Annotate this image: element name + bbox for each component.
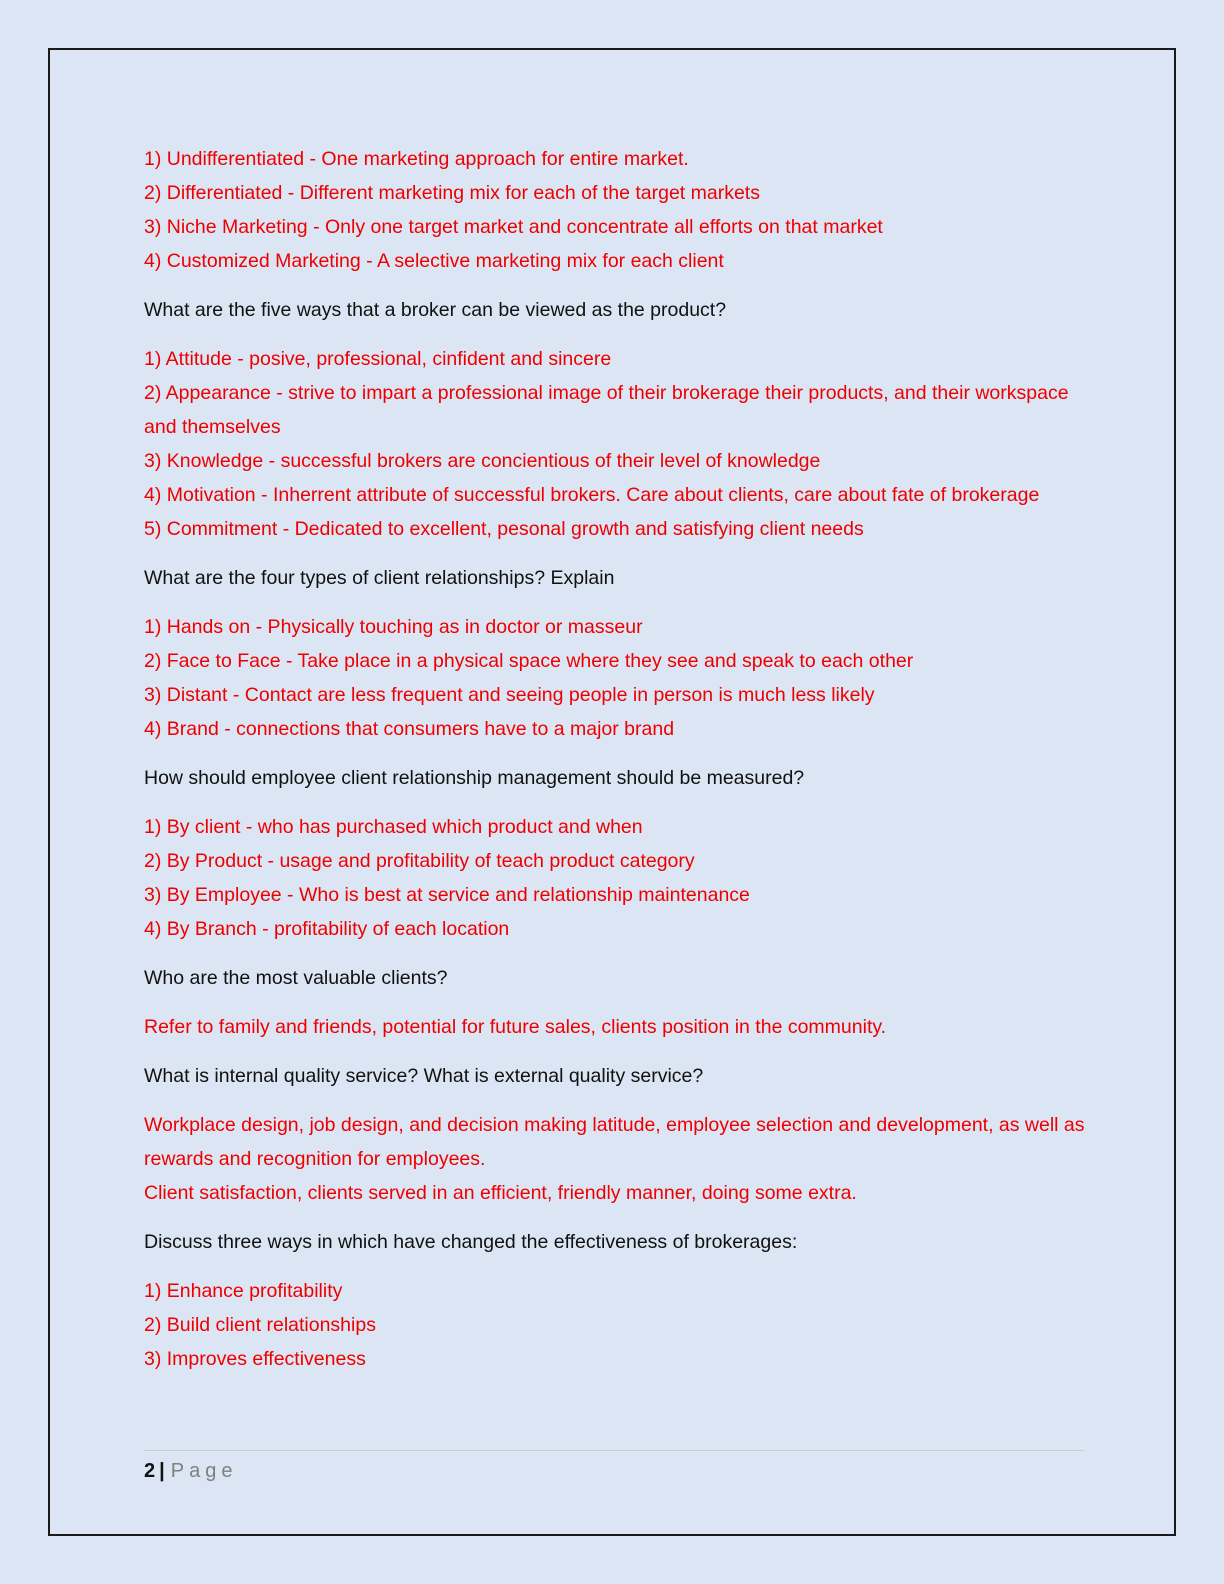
page-number: 2 [144,1460,156,1482]
answer-line: 3) Niche Marketing - Only one target market and concentrate all efforts on that market [144,216,883,238]
footer-divider [144,1450,1084,1451]
document-body [144,142,1089,1391]
question-broker-product [144,293,1089,327]
answer-line: Workplace design, job design, and decision making latitude, employee selection and development, as well as rewards and recognition for employees. [144,1114,1085,1170]
question-line: What are the four types of client relationships? Explain [144,567,615,589]
question-line: What are the five ways that a broker can be viewed as the product? [144,299,727,321]
answer-block-quality-service [144,1108,1089,1210]
question-crm-measurement [144,761,1089,795]
question-line: Who are the most valuable clients? [144,967,448,989]
answer-line: 4) By Branch - profitability of each location [144,918,510,940]
answer-block-broker-product [144,342,1089,546]
answer-line: 2) By Product - usage and profitability of teach product category [144,850,695,872]
answer-block-client-relationships [144,610,1089,746]
answer-line: 1) Hands on - Physically touching as in doctor or masseur [144,616,643,638]
answer-line: 2) Appearance - strive to impart a professional image of their brokerage their products, and their workspace and themselves [144,382,1069,438]
answer-line: 2) Differentiated - Different marketing mix for each of the target markets [144,182,760,204]
answer-block-effectiveness [144,1274,1089,1376]
answer-line: Client satisfaction, clients served in an efficient, friendly manner, doing some extra. [144,1182,857,1204]
answer-line: 1) Enhance profitability [144,1280,343,1302]
answer-line: 1) By client - who has purchased which product and when [144,816,643,838]
answer-line: 1) Undifferentiated - One marketing approach for entire market. [144,148,689,170]
answer-block-crm-measurement [144,810,1089,946]
answer-line: 3) Distant - Contact are less frequent and seeing people in person is much less likely [144,684,875,706]
answer-line: 3) By Employee - Who is best at service and relationship maintenance [144,884,750,906]
question-line: What is internal quality service? What is external quality service? [144,1065,704,1087]
question-line: How should employee client relationship management should be measured? [144,767,805,789]
question-effectiveness [144,1225,1089,1259]
answer-line: 2) Face to Face - Take place in a physical space where they see and speak to each other [144,650,914,672]
answer-block-valuable-clients [144,1010,1089,1044]
answer-line: 4) Motivation - Inherrent attribute of successful brokers. Care about clients, care about fate of brokerage [144,484,1040,506]
question-quality-service [144,1059,1089,1093]
question-client-relationships [144,561,1089,595]
page-label: Page [170,1460,238,1482]
answer-line: 4) Brand - connections that consumers have to a major brand [144,718,675,740]
question-line: Discuss three ways in which have changed the effectiveness of brokerages: [144,1231,798,1253]
answer-line: 3) Improves effectiveness [144,1348,366,1370]
answer-line: Refer to family and friends, potential for future sales, clients position in the community. [144,1016,887,1038]
footer-separator: | [159,1460,165,1482]
question-valuable-clients [144,961,1089,995]
answer-line: 3) Knowledge - successful brokers are concientious of their level of knowledge [144,450,821,472]
page-footer [144,1456,237,1486]
answer-line: 1) Attitude - posive, professional, cinfident and sincere [144,348,612,370]
answer-line: 5) Commitment - Dedicated to excellent, pesonal growth and satisfying client needs [144,518,864,540]
answer-line: 4) Customized Marketing - A selective marketing mix for each client [144,250,724,272]
answer-block-segmentation [144,142,1089,278]
answer-line: 2) Build client relationships [144,1314,376,1336]
